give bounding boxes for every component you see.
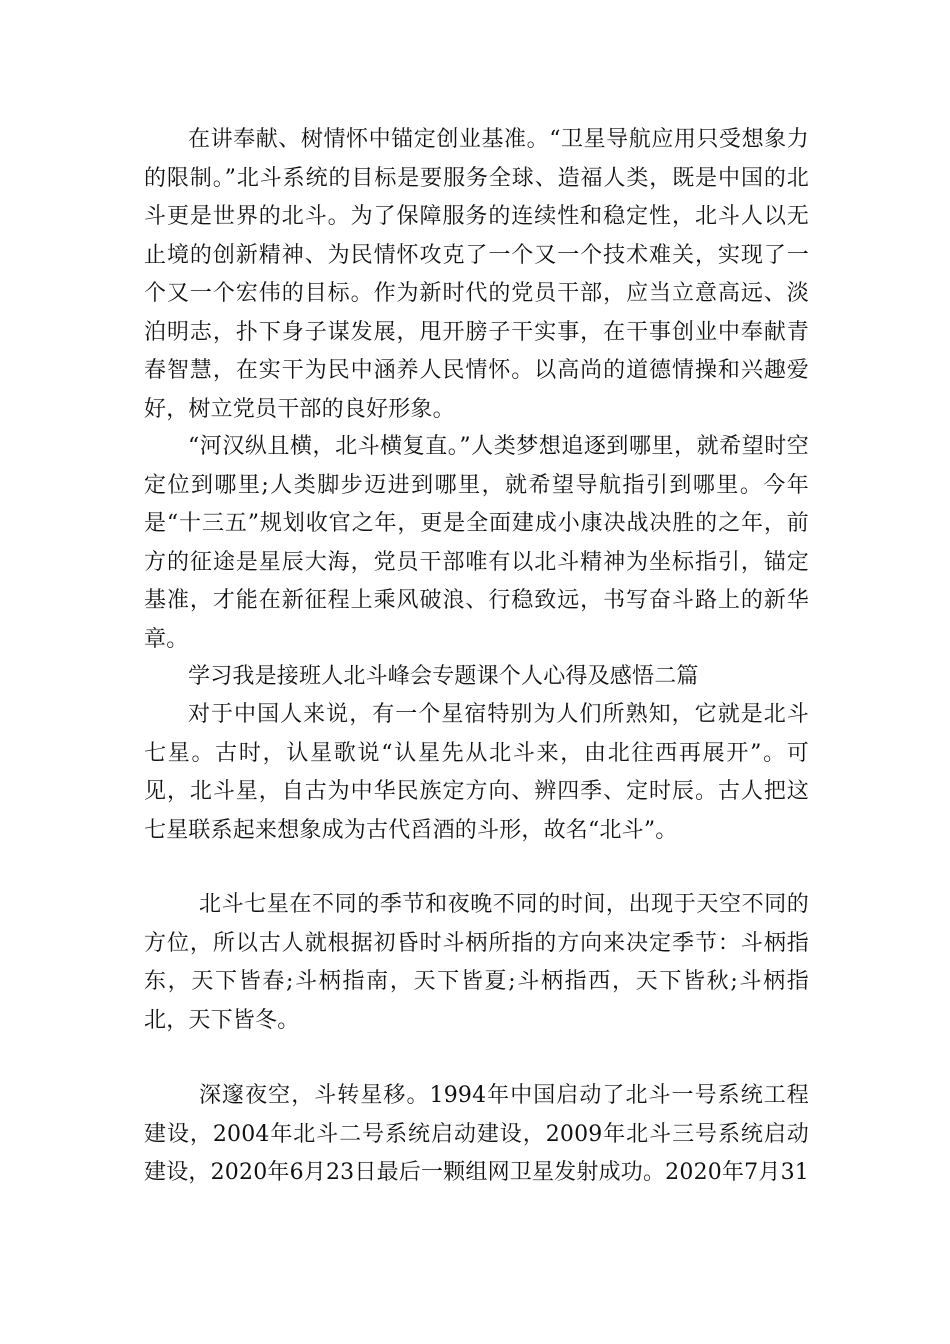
paragraph-dedication: 在讲奉献、树情怀中锚定创业基准。“卫星导航应用只受想象力的限制。”北斗系统的目标是要服务全球、造福人类，既是中国的北斗更是世界的北斗。为了保障服务的连续性和稳定性，北斗人以无止境的创新精神、为民情怀攻克了一个又一个技术难关，实现了一个又一个宏伟的目标。作为新时代的党员干部，应当立意高远、淡泊明志，扑下身子谋发展，甩开膀子干实事，在干事创业中奉献青春智慧，在实干为民中涵养人民情怀。以高尚的道德情操和兴趣爱好，树立党员干部的良好形象。 [144, 127, 809, 422]
paragraph-big-dipper-intro: 对于中国人来说，有一个星宿特别为人们所熟知，它就是北斗七星。古时，认星歌说“认星先从北斗来，由北往西再展开”。可见，北斗星，自古为中华民族定方向、辨四季、定时辰。古人把这七星联系起来想象成为古代舀酒的斗形，故名“北斗”。 [144, 702, 809, 843]
paragraph-seasons: 北斗七星在不同的季节和夜晚不同的时间，出现于天空不同的方位，所以古人就根据初昏时斗柄所指的方向来决定季节：斗柄指东，天下皆春;斗柄指南，天下皆夏;斗柄指西，天下皆秋;斗柄指北，天下皆冬。 [144, 892, 809, 1033]
paragraph-milky-way-quote: “河汉纵且横，北斗横复直。”人类梦想追逐到哪里，就希望时空定位到哪里;人类脚步迈进到哪里，就希望导航指引到哪里。今年是“十三五”规划收官之年，更是全面建成小康决战决胜的之年，前方的征途是星辰大海，党员干部唯有以北斗精神为坐标指引，锚定基准，才能在新征程上乘风破浪、行稳致远，书写奋斗路上的新华章。 [144, 434, 809, 652]
paragraph-beidou-history: 深邃夜空，斗转星移。1994年中国启动了北斗一号系统工程建设，2004年北斗二号系统启动建设，2009年北斗三号系统启动建设，2020年6月23日最后一颗组网卫星发射成功。2020年7月31 [144, 1083, 809, 1185]
section-title: 学习我是接班人北斗峰会专题课个人心得及感悟二篇 [188, 664, 699, 689]
